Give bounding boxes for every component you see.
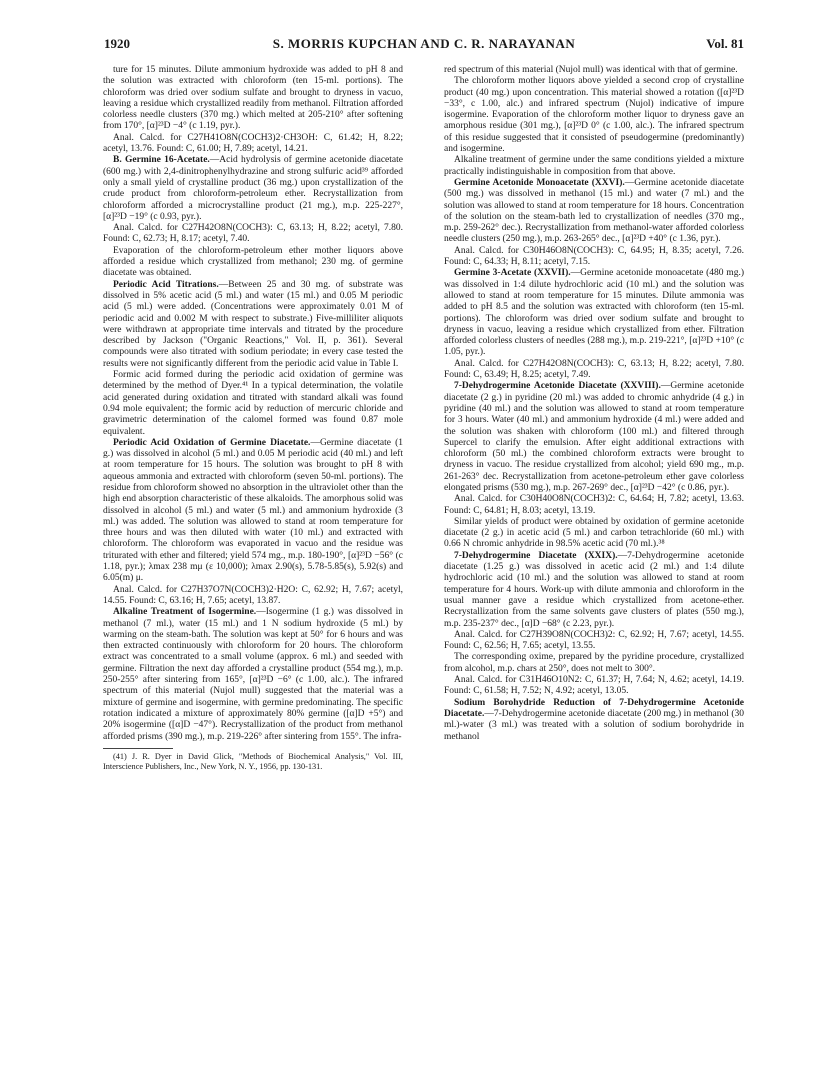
paragraph-heading: Germine 3-Acetate (XXVII). bbox=[454, 268, 571, 279]
paragraph: Evaporation of the chloroform-petroleum ether mother liquors above afforded a residue which crystallized from methanol; 230 mg. of germine diacetate was obtained. bbox=[103, 245, 403, 279]
paragraph: Anal. Calcd. for C27H39O8N(COCH3)2: C, 62.92; H, 7.67; acetyl, 14.55. Found: C, 62.56; H, 7.65; acetyl, 13.55. bbox=[444, 629, 744, 652]
paragraph-heading: B. Germine 16-Acetate. bbox=[113, 155, 210, 166]
paragraph-heading: Periodic Acid Titrations. bbox=[113, 279, 219, 290]
paragraph: red spectrum of this material (Nujol mull) was identical with that of germine. bbox=[444, 65, 738, 75]
paragraph: 7-Dehydrogermine Acetonide Diacetate (XXVIII).—Germine acetonide diacetate (2 g.) in pyridine (20 ml.) was added to chromic anhydride (4 g.) in pyridine (40 ml.) and the solution was allowed to stand at room temperature for 3 hours. Water (40 ml.) and ammonium hydroxide (4 ml.) were added and the solution was shaken with chloroform (100 ml.) and filtered through Supercel to clarify the emulsion. After eight additional extractions with chloroform (50 ml.) the combined chloroform extracts were brought to dryness in vacuo. The residue crystallized from alcohol; yield 690 mg., m.p. 261-263° dec. Recrystallization from acetone-petroleum ether gave colorless elongated prisms (530 mg.), m.p. 267-269° dec., [α]²³D −42° (c 0.86, pyr.). bbox=[444, 381, 744, 493]
paragraph-heading: Sodium Borohydride Reduction of 7-Dehydrogermine Acetonide Diacetate. bbox=[444, 697, 744, 719]
paragraph: Anal. Calcd. for C30H40O8N(COCH3)2: C, 64.64; H, 7.82; acetyl, 13.63. Found: C, 64.81; H, 8.03; acetyl, 13.19. bbox=[444, 494, 744, 516]
paragraph: Anal. Calcd. for C27H37O7N(COCH3)2·H2O: C, 62.92; H, 7.67; acetyl, 14.55. Found: C, 63.16; H, 7.65; acetyl, 13.87. bbox=[103, 584, 403, 606]
paragraph: The chloroform mother liquors above yielded a second crop of crystalline product (40 mg.) upon concentration. This material showed a rotation ([α]²³D −33°, c 1.00, alc.) and infrared spectrum (Nujol) indicative of impure isogermine. Evaporation of the chloroform mother liquor to dryness gave an amorphous residue (301 mg.), [α]²³D 0° (c 1.00, alc.). The infrared spectrum of this residue suggested that it consisted of pseudogermine (predominantly) and isogermine. bbox=[444, 76, 744, 155]
paragraph: Alkaline treatment of germine under the same conditions yielded a mixture practically indistinguishable in composition from that above. bbox=[444, 155, 744, 177]
left-column bbox=[103, 65, 403, 772]
paragraph-heading: Germine Acetonide Monoacetate (XXVI). bbox=[454, 177, 625, 188]
footnote: (41) J. R. Dyer in David Glick, "Methods of Biochemical Analysis," Vol. III, Interscience Publishers, Inc., New York, N. Y., 1956, pp. 130-131. bbox=[103, 751, 403, 771]
paragraph: The corresponding oxime, prepared by the pyridine procedure, crystallized from alcohol, m.p. chars at 250°, does not melt to 300°. bbox=[444, 652, 744, 674]
paragraph-heading: 7-Dehydrogermine Acetonide Diacetate (XXVIII). bbox=[454, 381, 661, 392]
paragraph: Anal. Calcd. for C27H42O8N(COCH3): C, 63.13; H, 8.22; acetyl, 7.80. Found: C, 62.73; H, 8.17; acetyl, 7.40. bbox=[103, 223, 403, 245]
paragraph: Similar yields of product were obtained by oxidation of germine acetonide diacetate (2 g.) in acetic acid (5 ml.) and carbon tetrachloride (60 ml.) with 0.66 N chromic anhydride in 98.5% acetic acid (70 ml.).³⁸ bbox=[444, 516, 744, 550]
paragraph: Periodic Acid Titrations.—Between 25 and 30 mg. of substrate was dissolved in 5% acetic acid (5 ml.) and water (15 ml.) and 0.05 M periodic acid (5 ml.) were added. (Concentrations were approximately 0.01 M of periodic acid and 0.002 M with respect to substrate.) Five-milliliter aliquots were withdrawn at appropriate time intervals and titrated by the procedure described by Jackson ("Organic Reactions," Vol. II, p. 361). Several compounds were also titrated with sodium periodate; in every case tested the results were not significantly different from the periodic acid value in Table I. bbox=[103, 279, 403, 369]
paragraph-heading: 7-Dehydrogermine Diacetate (XXIX). bbox=[454, 550, 618, 561]
right-column bbox=[444, 65, 744, 743]
running-title: S. MORRIS KUPCHAN AND C. R. NARAYANAN bbox=[272, 36, 576, 51]
footnote-rule bbox=[103, 748, 173, 749]
volume-label: Vol. 81 bbox=[706, 36, 744, 51]
paragraph: Alkaline Treatment of Isogermine.—Isogermine (1 g.) was dissolved in methanol (7 ml.), water (15 ml.) and 1 N sodium hydroxide (5 ml.) by warming on the steam-bath. The solution was kept at 50° for 6 hours and was then extracted continuously with chloroform for 20 hours. The chloroform extract was concentrated to a small volume (approx. 6 ml.) and seeded with germine. Filtration the next day afforded a crystalline product (554 mg.), m.p. 250-255° after sintering from 165°, [α]²³D −6° (c 1.00, alc.). The infrared spectrum of this material (Nujol mull) suggested that the material was a mixture of germine and isogermine, with germine predominating. The specific rotation indicated a mixture of approximately 80% germine ([α]D +5°) and 20% isogermine ([α]D −47°). Recrystallization of the product from methanol afforded prisms (390 mg.), m.p. 219-226° after sintering from 155°. The infra- bbox=[103, 607, 403, 742]
paragraph: Anal. Calcd. for C30H46O8N(COCH3): C, 64.95; H, 8.35; acetyl, 7.26. Found: C, 64.33; H, 8.11; acetyl, 7.15. bbox=[444, 245, 744, 268]
paragraph: ture for 15 minutes. Dilute ammonium hydroxide was added to pH 8 and the solution was extracted with chloroform (ten 15-ml. portions). The chloroform was dried over sodium sulfate and brought to dryness in vacuo, leaving a residue which crystallized readily from methanol. Filtration afforded colorless needle clusters (370 mg.) which melted at 205-210° after softening from 170°, [α]²³D −4° (c 1.19, pyr.). bbox=[103, 65, 403, 132]
paragraph: Formic acid formed during the periodic acid oxidation of germine was determined by the method of Dyer.⁴¹ In a typical determination, the volatile acid generated during oxidation and titrated with standard alkali was found 0.94 mole equivalent; the formic acid by reduction of mercuric chloride and gravimetric determination of the calomel formed was found 0.87 mole equivalent. bbox=[103, 370, 403, 437]
paragraph-heading: Periodic Acid Oxidation of Germine Diacetate. bbox=[113, 437, 311, 448]
paragraph: Anal. Calcd. for C31H46O10N2: C, 61.37; H, 7.64; N, 4.62; acetyl, 14.19. Found: C, 61.58; H, 7.52; N, 4.92; acetyl, 13.05. bbox=[444, 675, 744, 697]
paragraph: Anal. Calcd. for C27H42O8N(COCH3): C, 63.13; H, 8.22; acetyl, 7.80. Found: C, 63.49; H, 8.25; acetyl, 7.49. bbox=[444, 358, 744, 381]
paragraph: Sodium Borohydride Reduction of 7-Dehydrogermine Acetonide Diacetate.—7-Dehydrogermine acetonide diacetate (200 mg.) in methanol (30 ml.)-water (3 ml.) was treated with a solution of sodium borohydride in methanol bbox=[444, 697, 744, 742]
page-header bbox=[104, 36, 744, 56]
paragraph: Germine Acetonide Monoacetate (XXVI).—Germine acetonide diacetate (500 mg.) was dissolved in methanol (15 ml.) and water (7 ml.) and the solution was allowed to stand at room temperature for 18 hours. Concentration of the solution on the steam-bath led to crystallization of needles (370 mg., m.p. 259-262° dec.). Recrystallization from methanol-water afforded colorless needle clusters (250 mg.), m.p. 263-265° dec., [α]²³D +40° (c 1.36, pyr.). bbox=[444, 177, 744, 245]
paragraph: B. Germine 16-Acetate.—Acid hydrolysis of germine acetonide diacetate (600 mg.) with 2,4-dinitrophenylhydrazine and strong sulfuric acid³⁹ afforded only a small yield of crystalline product (36 mg.) upon crystallization of the crude product from chloroform-petroleum ether. Recrystallization from chloroform afforded a microcrystalline product (21 mg.), m.p. 225-227°, [α]²³D −19° (c 0.93, pyr.). bbox=[103, 155, 403, 222]
paragraph-heading: Alkaline Treatment of Isogermine. bbox=[113, 607, 257, 618]
paragraph: Germine 3-Acetate (XXVII).—Germine acetonide monoacetate (480 mg.) was dissolved in 1:4 dilute hydrochloric acid (10 ml.) and the solution was allowed to stand at room temperature for 15 minutes. Dilute ammonia was added to pH 8.5 and the solution was extracted with chloroform (ten 15-ml. portions). The chloroform was dried over sodium sulfate and brought to dryness in vacuo, leaving a residue which crystallized from ether. Filtration afforded colorless clusters of needles (288 mg.), m.p. 219-221°, [α]²³D +10° (c 1.05, pyr.). bbox=[444, 268, 744, 358]
page-number: 1920 bbox=[104, 36, 130, 51]
paragraph: Anal. Calcd. for C27H41O8N(COCH3)2·CH3OH: C, 61.42; H, 8.22; acetyl, 13.76. Found: C, 61.00; H, 7.89; acetyl, 14.21. bbox=[103, 132, 403, 155]
paragraph: 7-Dehydrogermine Diacetate (XXIX).—7-Dehydrogermine acetonide diacetate (1.25 g.) was dissolved in acetic acid (2 ml.) and 1:4 dilute hydrochloric acid (10 ml.) and the solution was allowed to stand at room temperature for 4 hours. Work-up with dilute ammonia and chloroform in the usual manner gave a residue which crystallized from acetone-ether. Recrystallization from the same solvents gave clusters of plates (550 mg.), m.p. 235-237° dec., [α]D −68° (c 2.23, pyr.). bbox=[444, 550, 744, 629]
paragraph: Periodic Acid Oxidation of Germine Diacetate.—Germine diacetate (1 g.) was dissolved in alcohol (5 ml.) and 0.05 M periodic acid (40 ml.) and left at room temperature for 15 hours. The solution was brought to pH 8 with aqueous ammonia and extracted with chloroform (seven 50-ml. portions). The residue from chloroform showed no absorption in the ultraviolet other than the high end absorption characteristic of these alkaloids. The amorphous solid was dissolved in alcohol (5 ml.) and water (5 ml.) and ammonium hydroxide (3 ml.) was added. The solution was allowed to stand at room temperature for three hours and was then diluted with water (10 ml.) and extracted with chloroform. The chloroform was evaporated in vacuo and the residue was triturated with ether and filtered; yield 574 mg., m.p. 180-190°, [α]²³D −56° (c 1.18, pyr.); λmax 238 mμ (ε 10,000); λmax 2.90(s), 5.78-5.85(s), 5.92(s) and 6.05(m) μ. bbox=[103, 437, 403, 584]
